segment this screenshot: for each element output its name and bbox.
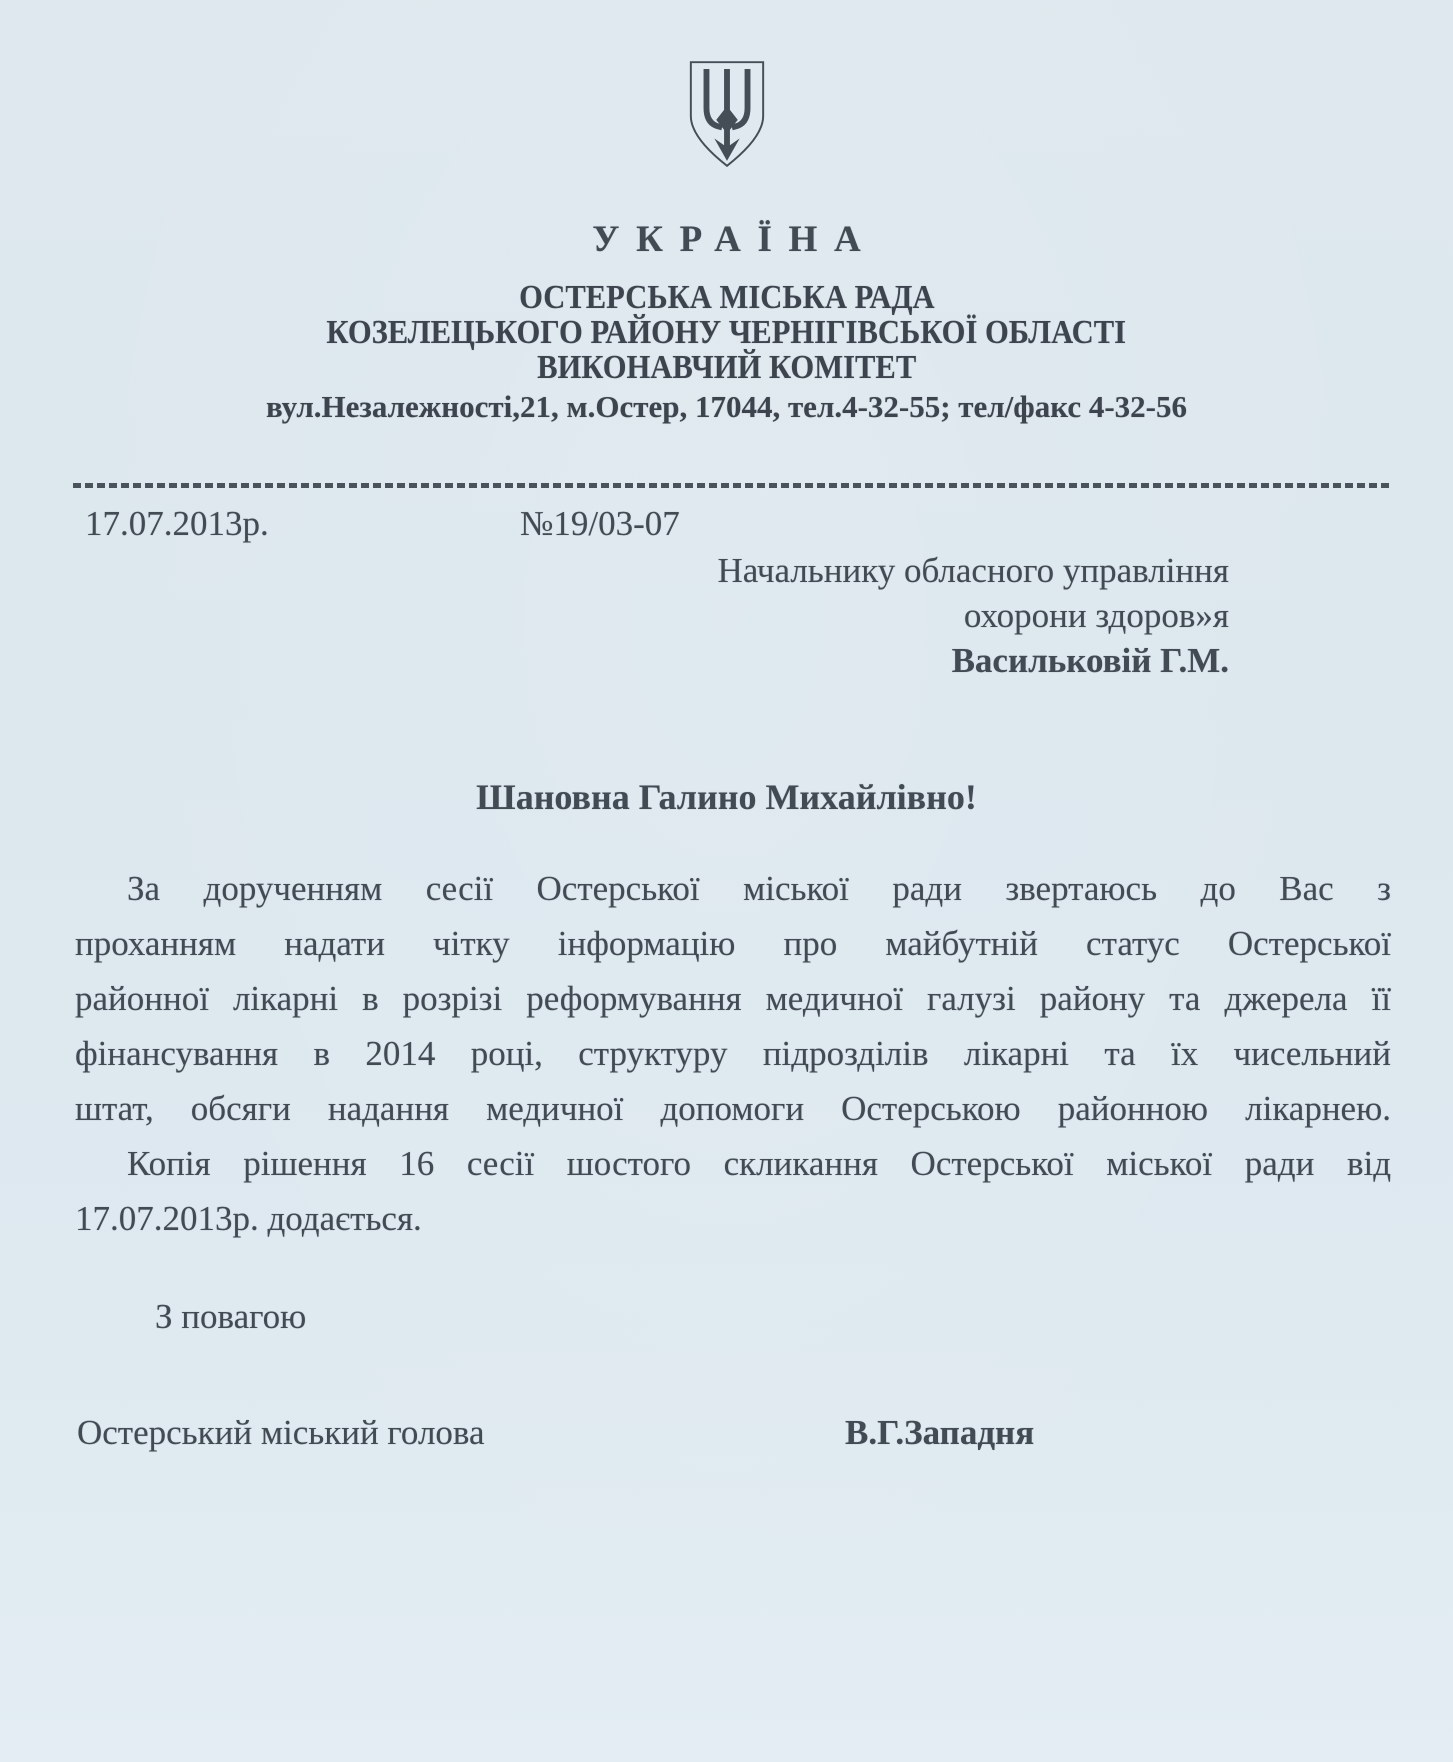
body-line: проханням надати чітку інформацію про майбутній статус Остерської (75, 924, 1391, 963)
valediction: З повагою (155, 1297, 307, 1336)
body-line: За дорученням сесії Остерської міської ради звертаюсь до Вас з (127, 869, 1391, 908)
ukraine-trident-icon (684, 58, 770, 175)
org-address: вул.Незалежності,21, м.Остер, 17044, тел.4-32-55; тел/факс 4-32-56 (266, 389, 1187, 424)
addressee-block (717, 548, 1229, 683)
separator-rule (73, 483, 1391, 488)
document-number: №19/03-07 (520, 504, 680, 543)
body-line: 17.07.2013р. додається. (75, 1199, 422, 1238)
letter-body (75, 861, 1391, 1246)
body-line: фінансування в 2014 році, структуру підрозділів лікарні та їх чисельний (75, 1034, 1391, 1073)
addressee-line: Начальнику обласного управління (717, 551, 1229, 590)
addressee-line: охорони здоров»я (963, 596, 1229, 635)
body-line: штат, обсяги надання медичної допомоги Остерською районною лікарнею. (75, 1089, 1391, 1128)
signer-name: В.Г.Западня (845, 1413, 1035, 1452)
org-name-line: ВИКОНАВЧИЙ КОМІТЕТ (536, 349, 917, 386)
body-line: Копія рішення 16 сесії шостого скликання Остерської міської ради від (127, 1144, 1391, 1183)
salutation: Шановна Галино Михайлівно! (476, 777, 977, 817)
organization-name (0, 280, 1453, 385)
org-name-line: КОЗЕЛЕЦЬКОГО РАЙОНУ ЧЕРНІГІВСЬКОЇ ОБЛАСТІ (326, 314, 1127, 351)
country-name: УКРАЇНА (592, 219, 878, 260)
addressee-name: Васильковій Г.М. (951, 641, 1229, 680)
body-line: районної лікарні в розрізі реформування медичної галузі району та джерела її (75, 979, 1391, 1018)
document-date: 17.07.2013р. (85, 504, 269, 543)
org-name-line: ОСТЕРСЬКА МІСЬКА РАДА (518, 279, 935, 316)
signer-title: Остерський міський голова (77, 1413, 485, 1452)
